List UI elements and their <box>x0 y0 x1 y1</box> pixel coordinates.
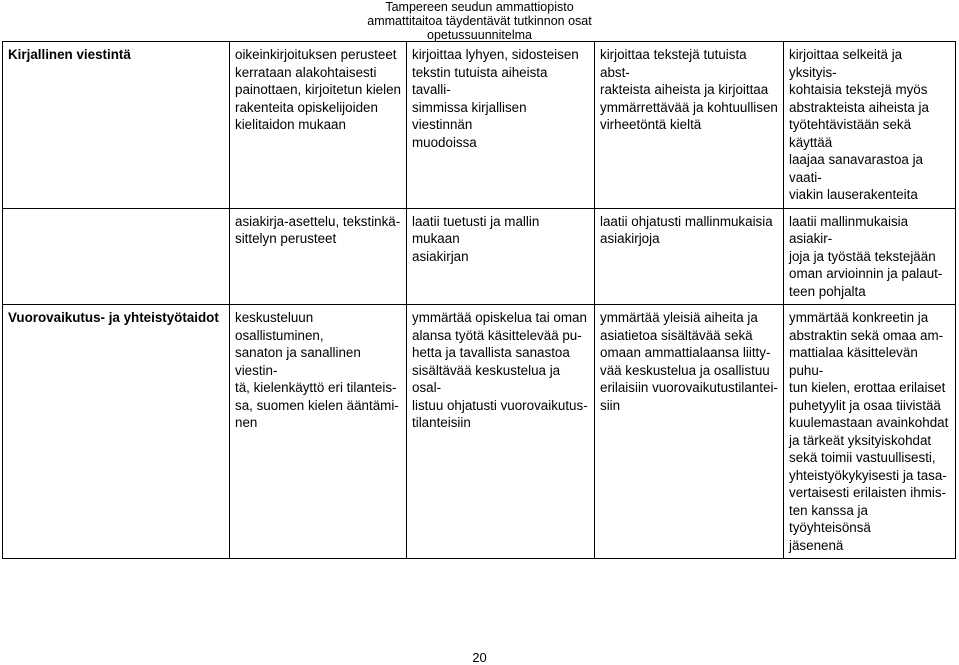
level2-text: laatii ohjatusti mallinmukaisia asiakirjoja <box>600 213 773 246</box>
topic-text: keskusteluun osallistuminen, sanaton ja sanallinen viestin- tä, kielenkäyttö eri tilanteis- sa, suomen kielen ääntämi- nen <box>235 310 399 430</box>
document-header <box>0 0 959 42</box>
document-type: opetussuunnitelma <box>427 28 532 42</box>
competence-area-label: Kirjallinen viestintä <box>8 47 131 62</box>
level2-cell <box>595 305 784 559</box>
level2-text: ymmärtää yleisiä aiheita ja asiatietoa sisältävää sekä omaan ammattialaansa liitty- vää keskustelua ja osallistuu erilaisiin vuorovaikutustilantei- siin <box>600 310 778 413</box>
level2-cell <box>595 42 784 209</box>
level3-cell <box>784 42 956 209</box>
level3-cell <box>784 208 956 305</box>
level1-text: kirjoittaa lyhyen, sidosteisen tekstin tutuista aiheista tavalli- simmissa kirjallisen viestinnän muodoissa <box>412 47 579 150</box>
level3-cell <box>784 305 956 559</box>
competence-area-cell <box>3 305 230 559</box>
table-row <box>3 305 956 559</box>
level2-text: kirjoittaa tekstejä tutuista abst- rakteista aiheista ja kirjoittaa ymmärrettävää ja kohtuullisen virheetöntä kieltä <box>600 47 778 132</box>
institution-name: Tampereen seudun ammattiopisto <box>385 0 574 14</box>
competence-area-label: Vuorovaikutus- ja yhteistyötaidot <box>8 310 219 325</box>
competence-area-cell <box>3 208 230 305</box>
topic-cell <box>230 305 407 559</box>
level1-text: laatii tuetusti ja mallin mukaan asiakirjan <box>412 213 540 264</box>
level1-cell <box>407 208 595 305</box>
document-subtitle: ammattitaitoa täydentävät tutkinnon osat <box>367 14 592 28</box>
level1-cell <box>407 305 595 559</box>
page-number: 20 <box>472 650 487 665</box>
level3-text: kirjoittaa selkeitä ja yksityis- kohtaisia tekstejä myös abstrakteista aiheista ja työtehtävistään sekä käyttää laajaa sanavarastoa ja vaati- viakin lauserakenteita <box>789 47 929 202</box>
table-row <box>3 208 956 305</box>
curriculum-table <box>2 41 956 559</box>
table-row <box>3 42 956 209</box>
topic-text: asiakirja-asettelu, tekstinkä- sittelyn perusteet <box>235 213 401 246</box>
level1-text: ymmärtää opiskelua tai oman alansa työtä käsittelevää pu- hetta ja tavallista sanastoa sisältävää keskustelua ja osal- listuu ohjatusti vuorovaikutus- tilanteisiin <box>412 310 588 430</box>
topic-cell <box>230 42 407 209</box>
level2-cell <box>595 208 784 305</box>
topic-cell <box>230 208 407 305</box>
topic-text: oikeinkirjoituksen perusteet kerrataan alakohtaisesti painottaen, kirjoitetun kielen rakenteita opiskelijoiden kielitaidon mukaan <box>235 47 402 132</box>
level3-text: laatii mallinmukaisia asiakir- joja ja työstää tekstejään oman arvioinnin ja palaut- teen pohjalta <box>789 213 943 299</box>
competence-area-cell <box>3 42 230 209</box>
level1-cell <box>407 42 595 209</box>
level3-text: ymmärtää konkreetin ja abstraktin sekä omaa am- mattialaa käsittelevän puhu- tun kielen, erottaa erilaiset puhetyylit ja osaa tiivistää kuulemastaan avainkohdat ja tärkeät yksityiskohdat sekä toimii vastuullisesti, yhteistyökykyisesti ja tasa- vertaisesti erilaisten ihmis- ten kanssa ja työyhteisönsä jäsenenä <box>789 310 949 553</box>
